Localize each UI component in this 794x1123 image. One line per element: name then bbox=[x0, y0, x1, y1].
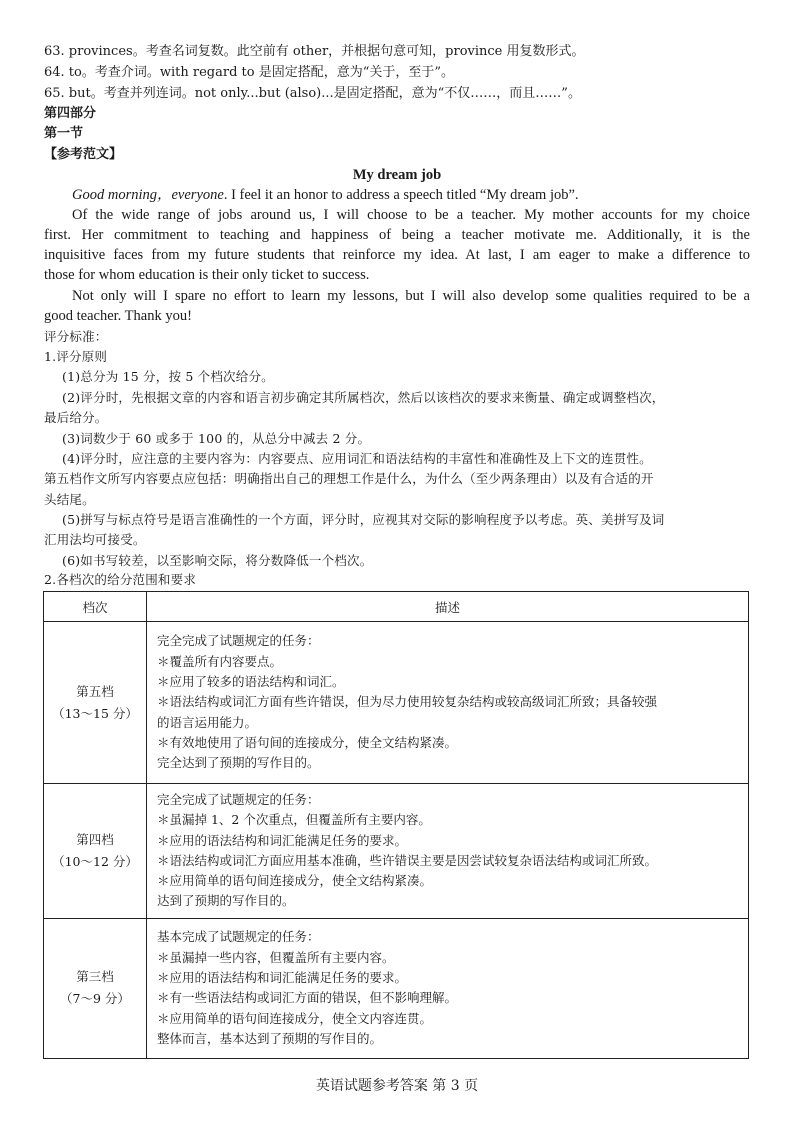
part-heading: 第四部分 bbox=[44, 106, 97, 121]
description-line: ＊语法结构或词汇方面有些许错误，但为尽力使用较复杂结构或较高级词汇所致；具备较强 bbox=[157, 694, 658, 710]
essay-paragraph-3-line: good teacher. Thank you! bbox=[44, 308, 192, 324]
essay-paragraph-2-line: inquisitive faces from my future students that reinforce my idea. At last, I am eager to make a difference to bbox=[44, 247, 750, 263]
section-heading: 第一节 bbox=[44, 126, 84, 141]
description-line: ＊应用了较多的语法结构和词汇。 bbox=[157, 674, 345, 690]
principle-2-cont: 最后给分。 bbox=[44, 410, 108, 425]
description-line: 完全达到了预期的写作目的。 bbox=[157, 755, 320, 771]
description-line: 完全完成了试题规定的任务： bbox=[157, 633, 320, 649]
principle-3: (3)词数少于 60 或多于 100 的，从总分中减去 2 分。 bbox=[62, 431, 371, 446]
description-line: ＊应用简单的语句间连接成分，使全文结构紧凑。 bbox=[157, 873, 433, 889]
level-range: （10～12 分） bbox=[52, 853, 138, 869]
description-line: 基本完成了试题规定的任务： bbox=[157, 929, 320, 945]
level-name: 第五档 bbox=[76, 683, 114, 699]
level-range: （13～15 分） bbox=[52, 705, 138, 721]
description-line: ＊覆盖所有内容要点。 bbox=[157, 653, 283, 669]
level-cell bbox=[44, 918, 147, 1058]
level-cell bbox=[44, 622, 147, 784]
description-line: ＊虽漏掉 1、2 个次重点，但覆盖所有主要内容。 bbox=[157, 812, 431, 828]
principle-6: (6)如书写较差，以至影响交际，将分数降低一个档次。 bbox=[62, 553, 373, 568]
page-footer: 英语试题参考答案 第 3 页 bbox=[315, 1078, 479, 1094]
level-cell bbox=[44, 784, 147, 919]
description-line: 达到了预期的写作目的。 bbox=[157, 893, 295, 909]
description-line: ＊应用的语法结构和词汇能满足任务的要求。 bbox=[157, 969, 408, 985]
description-cell bbox=[147, 918, 749, 1058]
table-header-description: 描述 bbox=[147, 592, 749, 622]
essay-paragraph-2-line: those for whom education is their only ticket to success. bbox=[44, 267, 370, 283]
description-line: 整体而言，基本达到了预期的写作目的。 bbox=[157, 1030, 383, 1046]
essay-paragraph-2-line: first. Her commitment to teaching and happiness of being a teacher motivate me. Additionally, it is the bbox=[44, 227, 750, 243]
principle-5: (5)拼写与标点符号是语言准确性的一个方面，评分时，应视其对交际的影响程度予以考虑。英、美拼写及词 bbox=[62, 512, 665, 527]
description-line: ＊应用简单的语句间连接成分，使全文内容连贯。 bbox=[157, 1010, 433, 1026]
level-range: （7～9 分） bbox=[60, 991, 130, 1007]
principle-4-cont: 头结尾。 bbox=[44, 492, 95, 507]
answer-63: 63. provinces。考查名词复数。此空前有 other，并根据句意可知，province 用复数形式。 bbox=[44, 44, 585, 59]
principle-2: (2)评分时，先根据文章的内容和语言初步确定其所属档次，然后以该档次的要求来衡量、确定或调整档次， bbox=[62, 390, 665, 405]
essay-paragraph-2-line: Of the wide range of jobs around us, I will choose to be a teacher. My mother accounts for my choice bbox=[72, 207, 750, 223]
level-name: 第三档 bbox=[76, 969, 114, 985]
principle-5-cont: 汇用法均可接受。 bbox=[44, 532, 146, 547]
description-cell bbox=[147, 622, 749, 784]
table-row bbox=[44, 784, 749, 919]
principle-4-cont: 第五档作文所写内容要点应包括：明确指出自己的理想工作是什么，为什么（至少两条理由）以及有合适的开 bbox=[44, 471, 654, 486]
sample-heading: 【参考范文】 bbox=[44, 147, 123, 162]
description-line: ＊应用的语法结构和词汇能满足任务的要求。 bbox=[157, 832, 408, 848]
essay-greeting-rest: . I feel it an honor to address a speech titled “My dream job”. bbox=[223, 187, 579, 203]
essay-paragraph-1 bbox=[72, 185, 756, 205]
principle-1: (1)总分为 15 分，按 5 个档次给分。 bbox=[62, 369, 274, 384]
table-row bbox=[44, 622, 749, 784]
ranges-heading: 2.各档次的给分范围和要求 bbox=[44, 572, 197, 587]
description-line: ＊语法结构或词汇方面应用基本准确，些许错误主要是因尝试较复杂语法结构或词汇所致。 bbox=[157, 852, 658, 868]
grading-table bbox=[43, 591, 749, 1059]
description-line: ＊有效地使用了语句间的连接成分，使全文结构紧凑。 bbox=[157, 734, 458, 750]
criteria-heading: 评分标准： bbox=[44, 329, 108, 344]
essay-greeting: Good morning，everyone bbox=[72, 187, 224, 203]
essay-title: My dream job bbox=[352, 167, 442, 183]
answer-65: 65. but。考查并列连词。not only...but (also)...是固定搭配，意为“不仅……，而且……”。 bbox=[44, 86, 581, 101]
table-header-row bbox=[44, 592, 749, 622]
table-row bbox=[44, 918, 749, 1058]
description-line: 的语言运用能力。 bbox=[157, 714, 258, 730]
answer-64: 64. to。考查介词。with regard to 是固定搭配，意为“关于，至于”。 bbox=[44, 65, 454, 80]
description-line: ＊虽漏掉一些内容，但覆盖所有主要内容。 bbox=[157, 949, 395, 965]
principle-4: (4)评分时，应注意的主要内容为：内容要点、应用词汇和语法结构的丰富性和准确性及上下文的连贯性。 bbox=[62, 451, 652, 466]
description-cell bbox=[147, 784, 749, 919]
description-line: 完全完成了试题规定的任务： bbox=[157, 792, 320, 807]
principles-heading: 1.评分原则 bbox=[44, 349, 108, 364]
level-name: 第四档 bbox=[76, 831, 114, 847]
table-header-level: 档次 bbox=[44, 592, 147, 622]
description-line: ＊有一些语法结构或词汇方面的错误，但不影响理解。 bbox=[157, 990, 458, 1006]
essay-paragraph-3-line: Not only will I spare no effort to learn my lessons, but I will also develop some qualities required to be a bbox=[72, 288, 750, 304]
